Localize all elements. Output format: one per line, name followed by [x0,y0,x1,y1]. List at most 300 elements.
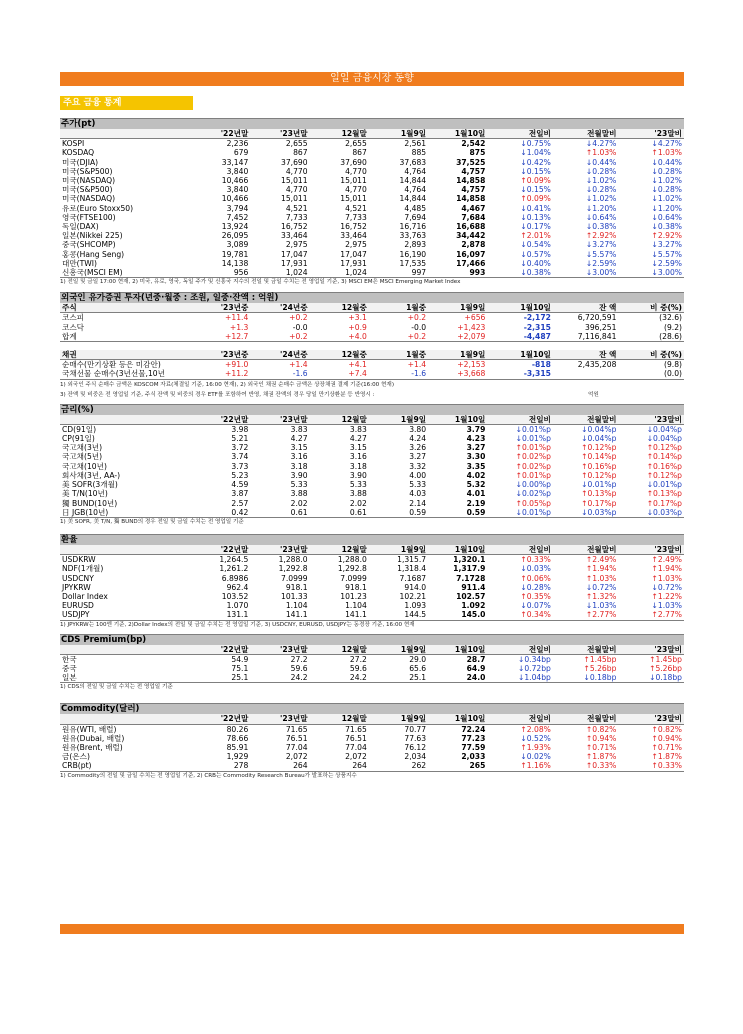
table-cell: ↑2.92% [585,231,617,241]
column-header: '23년중 [191,303,250,313]
table-cell: 1,292.8 [337,564,367,574]
table-cell: 4,485 [404,203,427,213]
commodity-note: 1) Commodity의 전일 및 금일 수치는 전 영업일 기준, 2) CRB는 Commodity Research Bureau가 발표하는 상품지수 [60,772,357,779]
table-cell: 1,292.8 [278,564,308,574]
table-cell: ↑1.03% [651,148,682,158]
table-row [60,213,684,222]
rates-note: 1) 美 SOFR, 美 T/N, 獨 BUND의 경우 전일 및 금일 수치는 전 영업일 기준 [60,518,244,525]
table-cell: 962.4 [226,582,249,592]
row-label: 미국(DJIA) [62,157,99,167]
table-cell: -2,172 [523,313,551,323]
table-cell: ↓0.42% [520,157,551,167]
table-cell: ↓0.72% [651,582,682,592]
table-cell: 3.88 [290,489,308,499]
table-row [60,743,684,752]
table-row [60,259,684,268]
table-cell: ↓0.44% [585,157,617,167]
table-cell: 15,011 [281,176,308,186]
column-header: 12월말 [310,714,369,724]
table-cell: ↓0.72% [585,582,617,592]
table-cell: 6.8986 [221,573,249,583]
table-row [60,222,684,231]
table-cell: ↓0.04%p [581,424,617,434]
column-header: 1월9일 [369,545,428,555]
table-cell: 6,720,591 [577,313,617,323]
table-cell: 4,770 [285,185,308,195]
table-cell: 1.070 [226,601,249,611]
table-header-row [60,129,684,139]
column-header: 12월말 [310,129,369,139]
table-cell: 3.16 [349,452,367,462]
row-label: 영국(FTSE100) [62,212,116,222]
table-cell: ↓0.07% [520,601,551,611]
table-cell: +11.2 [191,369,250,379]
table-cell: ↑1.45bp [583,654,617,664]
table-cell: 37,683 [399,157,427,167]
table-cell: -3,315 [487,369,553,379]
row-label: 홍콩(Hang Seng) [62,249,125,259]
column-header: '23말비 [618,714,684,724]
column-header: 전월말비 [553,714,619,724]
table-cell: 1.093 [404,601,427,611]
row-label: 국채선물 순매수(3년선물,10년 [60,369,191,379]
table-cell: 33,464 [340,231,367,241]
fx-table [60,545,684,621]
table-cell: 867 [352,148,367,158]
column-header: 비 중(%) [618,303,684,313]
table-cell: 59.6 [290,663,308,673]
table-cell: ↑0.02%p [515,461,551,471]
table-cell: 15,011 [340,194,367,204]
table-cell: 17,931 [340,258,367,268]
row-label: 대만(TWI) [62,258,97,268]
column-header: 전일비 [487,545,553,555]
table-cell: ↑0.12%p [581,470,617,480]
column-header: 전일비 [487,645,553,655]
table-cell: 2.19 [466,498,486,508]
table-cell: +2,153 [457,360,486,370]
table-cell: 1,024 [250,268,309,278]
table-cell: ↑0.34% [487,610,553,620]
table-row [60,583,684,592]
table-cell: 3.72 [231,443,249,453]
table-cell: 78.66 [226,733,249,743]
table-cell: ↑0.17%p [581,498,617,508]
row-label: 미국(S&P500) [62,166,113,176]
row-label: 미국(S&P500) [62,185,113,195]
table-cell: ↑0.05%p [515,498,551,508]
table-cell: ↑1.94% [585,564,617,574]
table-cell: ↓2.59% [651,258,682,268]
table-cell: ↓0.04%p [646,424,682,434]
row-label: 중국 [62,663,77,673]
table-cell: 27.2 [349,654,367,664]
table-cell: 37,690 [340,157,367,167]
row-label: 원유(WTI, 배럴) [62,724,117,734]
table-cell: ↓0.38% [585,222,617,232]
column-header: 1월중 [369,303,428,313]
table-cell: 679 [233,148,249,158]
table-cell: 1,318.4 [397,564,427,574]
table-cell: ↓3.00% [553,268,619,278]
table-cell: 14,844 [399,194,427,204]
table-cell: 3.90 [349,470,367,480]
row-label: 美 T/N(10년) [62,489,108,499]
table-row [60,734,684,743]
table-cell: -818 [531,360,551,370]
table-row [60,654,684,664]
table-cell: ↓0.54% [520,240,551,250]
column-header: 채권 [60,350,191,360]
column-header: 1월10일 [428,545,487,555]
table-cell: 4,521 [285,203,308,213]
table-cell: 15,011 [340,176,367,186]
table-cell: ↓0.15% [520,185,551,195]
stocks-title: 주가(pt) [60,118,684,129]
table-row [60,240,684,249]
table-cell: 2,033 [461,752,486,762]
table-cell: 1.092 [461,601,486,611]
table-cell: +3.1 [348,313,367,323]
rates-table [60,415,684,518]
table-cell: 29.0 [409,654,427,664]
table-cell: 2.57 [231,498,249,508]
stocks-section [60,118,684,286]
table-row [60,332,684,342]
table-cell: 2,655 [345,139,367,149]
table-cell: ↓4.27% [651,139,682,149]
table-cell: 5.33 [409,480,427,490]
table-cell: 3.32 [409,461,427,471]
table-cell: ↑0.94% [585,733,617,743]
row-label: 일본 [60,673,191,683]
column-header: '23말비 [618,129,684,139]
column-header: 전월말비 [553,415,619,425]
table-cell: ↓0.28% [520,582,551,592]
stocks-table [60,129,684,278]
row-label: 유로(Euro Stoxx50) [62,203,134,213]
table-row [60,489,684,498]
row-label: 신흥국(MSCI EM) [60,268,191,278]
table-cell: ↓5.57% [651,249,682,259]
column-header: 전일비 [487,415,553,425]
table-cell: ↓0.01%p [515,434,551,444]
table-cell: 77.23 [461,733,486,743]
table-cell: ↑0.17%p [646,498,682,508]
row-label: 순매수(만기상환 등은 미감안) [62,360,161,370]
table-cell: 26,095 [221,231,249,241]
table-cell: 101.23 [340,591,367,601]
table-cell: ↓0.04%p [581,434,617,444]
rates-section [60,404,684,526]
column-header: 1월9일 [428,303,487,313]
column-header: 전일비 [487,129,553,139]
table-cell: ↓0.03% [520,564,551,574]
table-cell: 0.61 [310,508,369,518]
table-cell: ↑0.94% [651,733,682,743]
column-header: '22년말 [191,714,250,724]
table-cell: ↓0.41% [520,203,551,213]
table-cell: 72.24 [461,724,486,734]
table-cell: ↓0.01%p [487,508,553,518]
column-header: 1월10일 [487,303,553,313]
table-cell: ↓0.28% [651,166,682,176]
table-row [60,185,684,194]
table-cell: 885 [411,148,427,158]
table-cell: 17,535 [399,258,427,268]
table-cell: ↑1.16% [487,761,553,771]
column-header [60,645,191,655]
table-cell: ↑0.14%p [646,452,682,462]
table-cell: 25.1 [369,673,428,683]
table-row [60,564,684,573]
row-label: CD(91일) [62,424,97,434]
table-cell: ↓0.15% [520,166,551,176]
table-cell: ↑0.09% [520,194,551,204]
table-cell: 3.73 [231,461,249,471]
table-row [60,369,684,379]
table-cell: 2.02 [349,498,367,508]
report-title: 일일 금융시장 동향 [60,72,684,86]
table-cell: 4,467 [461,203,486,213]
table-row [60,664,684,673]
table-row [60,673,684,683]
table-cell: 918.1 [285,582,308,592]
table-cell: 867 [293,148,308,158]
row-label: 국고채(5년) [62,452,103,462]
table-cell: 37,525 [456,157,486,167]
stocks-note: 1) 전일 및 금일 17:00 현재, 2) 미국, 유로, 영국, 독일 주가 및 신흥국 지수의 전일 및 금일 수치는 전 영업일 기준, 3) MSCI EM은 MSCI Emerging Market Index [60,279,461,286]
table-cell: +0.2 [250,332,309,342]
column-header: 잔 액 [553,350,619,360]
row-label: USDCNY [62,573,94,583]
table-cell: 3.90 [290,470,308,480]
table-cell: 17,047 [281,249,308,259]
table-cell: 4.59 [231,480,249,490]
column-header: '23말비 [618,415,684,425]
foreign-bond-table [60,350,684,380]
table-row [60,471,684,480]
table-cell: 4.00 [409,470,427,480]
table-header-row [60,350,684,360]
table-cell: +4.0 [310,332,369,342]
table-cell: 3.27 [466,443,486,453]
table-cell: ↑0.13%p [646,489,682,499]
table-cell: ↑5.26bp [583,663,617,673]
table-cell: 7.1687 [399,573,427,583]
table-cell: +1.4 [407,360,427,370]
table-cell: ↑1.22% [651,591,682,601]
table-cell: 0.59 [369,508,428,518]
table-cell: ↑2.08% [520,724,551,734]
column-header: '23년말 [250,415,309,425]
column-header: '24년중 [250,350,309,360]
column-header: 1월10일 [487,350,553,360]
table-cell: +0.2 [289,313,308,323]
row-label: 미국(NASDAQ) [62,194,116,204]
table-cell: 4,521 [345,203,367,213]
table-cell: ↓0.01%p [646,480,682,490]
table-cell: 2.02 [290,498,308,508]
table-cell: 997 [369,268,428,278]
column-header: 1월9일 [369,714,428,724]
row-label: Dollar Index [62,591,108,601]
table-cell: 914.0 [404,582,427,592]
column-header: 비 중(%) [618,350,684,360]
column-header: 1월9일 [369,129,428,139]
table-cell: 16,752 [281,222,308,232]
column-header: 1월9일 [428,350,487,360]
fx-note: 1) JPYKRW는 100엔 기준, 2)Dollar Index의 전일 및 금일 수치는 전 영업일 기준, 3) USDCNY, EURUSD, USDJPY는 동경장 기준, 16:00 현재 [60,621,415,628]
table-cell: 918.1 [345,582,367,592]
table-cell: 3.35 [466,461,486,471]
table-cell: 396,251 [585,322,617,332]
row-label: USDJPY [60,610,191,620]
table-row [60,424,684,434]
column-header: 1월10일 [428,415,487,425]
column-header: 1월10일 [428,129,487,139]
column-header [60,415,191,425]
table-cell: ↓0.03%p [618,508,684,518]
table-cell: 4,770 [345,166,367,176]
column-header: '22년말 [191,415,250,425]
table-cell: 4,764 [404,185,427,195]
table-cell: ↑1.93% [520,742,551,752]
table-cell: 14,858 [456,194,486,204]
table-cell: ↑1.03% [585,573,617,583]
foreign-note-2 [60,390,684,400]
table-cell: 3,794 [226,203,249,213]
table-cell: ↑0.33% [618,761,684,771]
table-cell: ↑0.16%p [581,461,617,471]
table-cell: ↓0.75% [520,139,551,149]
table-cell: 4,757 [461,185,486,195]
table-cell: 16,716 [399,222,427,232]
column-header: 12월말 [310,545,369,555]
table-cell: 5.21 [231,434,249,444]
table-cell: 71.65 [345,724,367,734]
table-cell: 2,878 [461,240,486,250]
table-cell: 7.0999 [340,573,367,583]
table-cell: 71.65 [285,724,308,734]
table-cell: 33,147 [221,157,249,167]
column-header: 1월9일 [369,645,428,655]
table-cell: 77.63 [404,733,427,743]
table-cell: 4.01 [466,489,486,499]
table-cell: ↓0.18bp [553,673,619,683]
table-cell: 4.24 [409,434,427,444]
column-header: 전월말비 [553,129,619,139]
table-cell: ↓3.00% [618,268,684,278]
table-cell: ↑0.01%p [515,470,551,480]
table-cell: 7,733 [285,212,308,222]
foreign-note-1: 1) 외국인 주식 순매수 금액은 KOSCOM 자료(체결일 기준, 16:00 현재), 2) 외국인 채권 순매수 금액은 상장채권 결제 기준(16:00 현재) [60,381,395,388]
column-header: '22년말 [191,129,250,139]
table-cell: 141.1 [250,610,309,620]
table-row [60,761,684,771]
table-cell: ↓1.03% [651,601,682,611]
table-cell: 10,466 [221,194,249,204]
row-label: 美 SOFR(3개월) [62,480,118,490]
table-cell: 14,844 [399,176,427,186]
table-cell: 3.80 [409,424,427,434]
table-cell: ↑1.03% [651,573,682,583]
column-header: 12월중 [310,303,369,313]
table-cell: ↑2.92% [651,231,682,241]
table-cell: 3,089 [226,240,249,250]
column-header: 전일비 [487,714,553,724]
table-cell: 16,752 [340,222,367,232]
table-cell: ↑2.77% [553,610,619,620]
table-row [60,148,684,157]
table-cell: +0.2 [407,313,427,323]
table-cell: ↓4.27% [585,139,617,149]
table-cell: 59.6 [349,663,367,673]
table-cell: 1,317.9 [453,564,486,574]
table-cell: 145.0 [428,610,487,620]
table-cell: 4,764 [404,166,427,176]
table-cell: ↑1.45bp [649,654,682,664]
table-cell: ↓0.02%p [515,489,551,499]
table-cell: 77.59 [461,742,486,752]
table-cell: 101.33 [281,591,308,601]
table-cell: +0.9 [348,322,367,332]
table-cell: ↓0.02% [520,752,551,762]
table-cell: 17,047 [340,249,367,259]
column-header: '23년말 [250,545,309,555]
table-cell: -1.6 [250,369,309,379]
table-cell: 1,264.5 [219,555,249,565]
table-cell: ↓0.28% [585,185,617,195]
table-cell: 3.15 [290,443,308,453]
table-cell: ↑0.33% [520,555,551,565]
table-cell: 993 [428,268,487,278]
table-cell: 24.0 [428,673,487,683]
table-cell: 5.23 [231,470,249,480]
table-cell: 34,442 [456,231,486,241]
table-cell: ↓1.03% [585,601,617,611]
table-cell: ↑0.35% [520,591,551,601]
table-cell: 1,024 [310,268,369,278]
column-header [60,714,191,724]
table-cell: 131.1 [191,610,250,620]
table-row [60,176,684,185]
table-cell: 3.74 [231,452,249,462]
table-cell: 3.26 [409,443,427,453]
column-header: '23년말 [250,714,309,724]
row-label: 회사채(3년, AA-) [62,470,121,480]
table-cell: 85.91 [226,742,249,752]
table-cell: 75.1 [231,663,249,673]
table-cell: -0.0 [411,322,427,332]
table-row [60,194,684,203]
table-cell: ↑0.82% [651,724,682,734]
table-cell: 0.61 [250,508,309,518]
table-cell: 1,929 [226,752,249,762]
table-cell: -2,315 [523,322,551,332]
table-cell: 10,466 [221,176,249,186]
table-cell: 1.104 [285,601,308,611]
table-cell: 1,315.7 [397,555,427,565]
row-label: 한국 [62,654,77,664]
table-cell: ↓1.20% [585,203,617,213]
column-header: '23년말 [250,129,309,139]
row-label: 日 JGB(10년) [60,508,191,518]
column-header: '22년말 [191,545,250,555]
row-label: 코스닥 [62,322,85,332]
table-cell: -0.0 [292,322,308,332]
foreign-note-2-text: 3) 잔액 및 비중은 전 영업일 기준, 주식 잔액 및 비중의 경우 ETF를 포함하여 반영, 채권 잔액의 경우 당일 만기상환분 등 반영시 : [60,391,375,398]
